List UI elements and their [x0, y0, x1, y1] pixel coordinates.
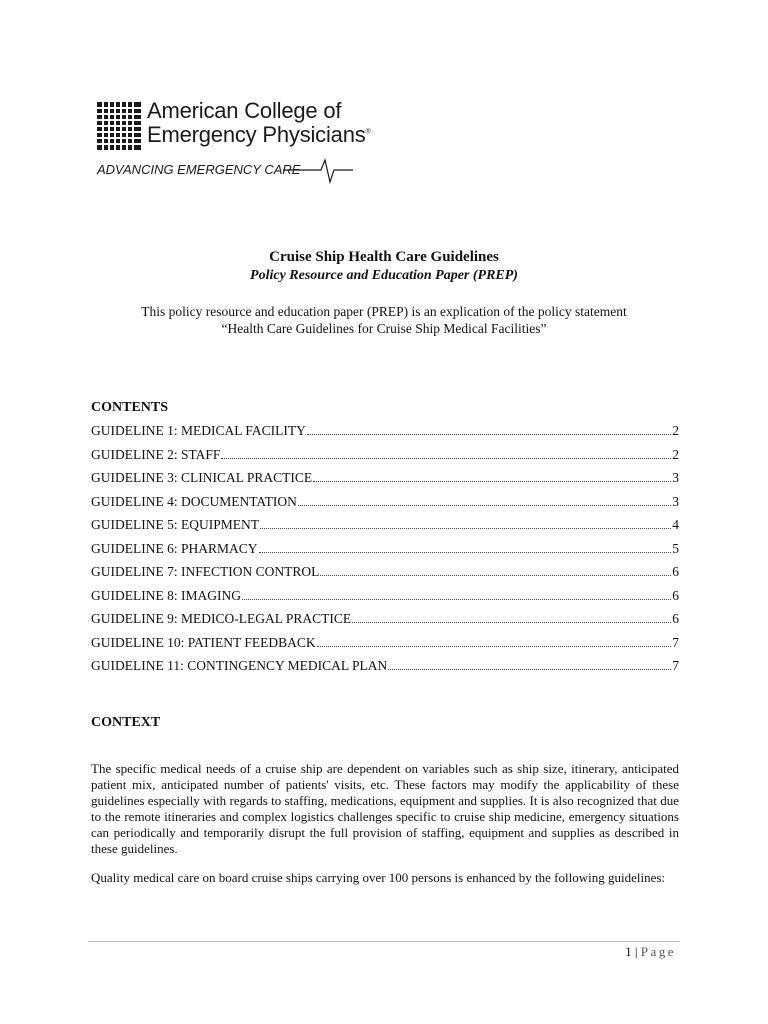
page-footer: [625, 944, 676, 960]
toc-item-label: GUIDELINE 6: PHARMACY: [91, 540, 258, 556]
toc-leader: [242, 599, 671, 600]
toc-leader: [317, 646, 672, 647]
toc-leader: [320, 575, 671, 576]
toc-item[interactable]: [91, 447, 679, 471]
toc-item[interactable]: [91, 588, 679, 612]
toc-item[interactable]: [91, 611, 679, 635]
logo-line-2: [147, 122, 371, 148]
toc-item-label: GUIDELINE 7: INFECTION CONTROL: [91, 564, 320, 579]
toc-leader: [352, 622, 671, 623]
toc-item-page: 3: [672, 493, 679, 509]
toc-leader: [388, 669, 671, 670]
toc-item-page: 7: [672, 634, 679, 650]
toc-item[interactable]: [91, 517, 679, 541]
contents-heading: CONTENTS: [91, 400, 169, 415]
toc-item[interactable]: [91, 658, 679, 682]
toc-item-label: GUIDELINE 1: MEDICAL FACILITY: [91, 423, 306, 438]
toc-item[interactable]: [91, 470, 679, 494]
logo-line-2-text: Emergency Physicians: [147, 122, 366, 147]
context-heading: CONTEXT: [91, 715, 161, 730]
toc-item[interactable]: [91, 423, 679, 447]
intro-text: [0, 303, 768, 337]
toc-item-label: GUIDELINE 11: CONTINGENCY MEDICAL PLAN: [91, 658, 388, 673]
document-subtitle: Policy Resource and Education Paper (PREP): [250, 268, 518, 283]
toc-leader: [259, 552, 672, 553]
toc-item-label: GUIDELINE 2: STAFF: [91, 446, 221, 462]
toc-item-label: GUIDELINE 5: EQUIPMENT: [91, 517, 259, 532]
toc-item-page: 6: [672, 564, 679, 579]
toc-item-page: 5: [672, 540, 679, 556]
toc-leader: [307, 434, 671, 435]
toc-item-label: GUIDELINE 10: PATIENT FEEDBACK: [91, 634, 316, 650]
logo-line-1: American College of: [147, 98, 342, 123]
toc-item-page: 7: [672, 658, 679, 673]
toc-leader: [260, 528, 671, 529]
toc-leader: [313, 481, 671, 482]
table-of-contents: [91, 423, 679, 682]
context-paragraph-1: The specific medical needs of a cruise ship are dependent on variables such as ship size, itinerary, anticipated patient mix, anticipated number of patients' visits, etc. These factors may modify the applicability of these guidelines especially with regards to staffing, medications, equipment and supplies. It is also recognized that due to the remote itineraries and complex logistics challenges specific to cruise ship medicine, emergency situations can periodically and temporarily disrupt the full provision of staffing, equipment and supplies as described in these guidelines.: [91, 761, 679, 856]
registered-mark: ®: [365, 128, 371, 136]
page-word: Page: [640, 944, 676, 959]
toc-item-page: 2: [672, 446, 679, 462]
logo-tagline: ADVANCING EMERGENCY CARE: [97, 162, 301, 177]
toc-item-label: GUIDELINE 3: CLINICAL PRACTICE: [91, 470, 313, 485]
toc-leader: [221, 458, 671, 459]
toc-item-page: 6: [672, 587, 679, 603]
toc-item-page: 6: [672, 611, 679, 626]
toc-item[interactable]: [91, 541, 679, 565]
toc-item-label: GUIDELINE 4: DOCUMENTATION: [91, 493, 297, 509]
toc-item[interactable]: [91, 494, 679, 518]
document-title: Cruise Ship Health Care Guidelines: [269, 249, 499, 265]
intro-line-1: This policy resource and education paper (PREP) is an explication of the policy statement: [141, 304, 627, 319]
toc-item-page: 3: [672, 470, 679, 485]
acep-grid-mark-icon: [97, 102, 141, 150]
toc-leader: [298, 505, 671, 506]
footer-divider: [88, 941, 680, 942]
toc-item[interactable]: [91, 564, 679, 588]
toc-item-page: 4: [672, 517, 679, 532]
page-number: 1: [625, 944, 632, 959]
toc-item-label: GUIDELINE 8: IMAGING: [91, 587, 241, 603]
acep-logo: [97, 98, 377, 188]
intro-line-2: “Health Care Guidelines for Cruise Ship Medical Facilities”: [221, 321, 547, 336]
toc-item-label: GUIDELINE 9: MEDICO-LEGAL PRACTICE: [91, 611, 352, 626]
context-paragraph-2: Quality medical care on board cruise ships carrying over 100 persons is enhanced by the following guidelines:: [91, 870, 666, 885]
toc-item[interactable]: [91, 635, 679, 659]
footer-separator: |: [634, 944, 638, 959]
heartbeat-line-icon: [283, 156, 353, 186]
toc-item-page: 2: [672, 423, 679, 438]
